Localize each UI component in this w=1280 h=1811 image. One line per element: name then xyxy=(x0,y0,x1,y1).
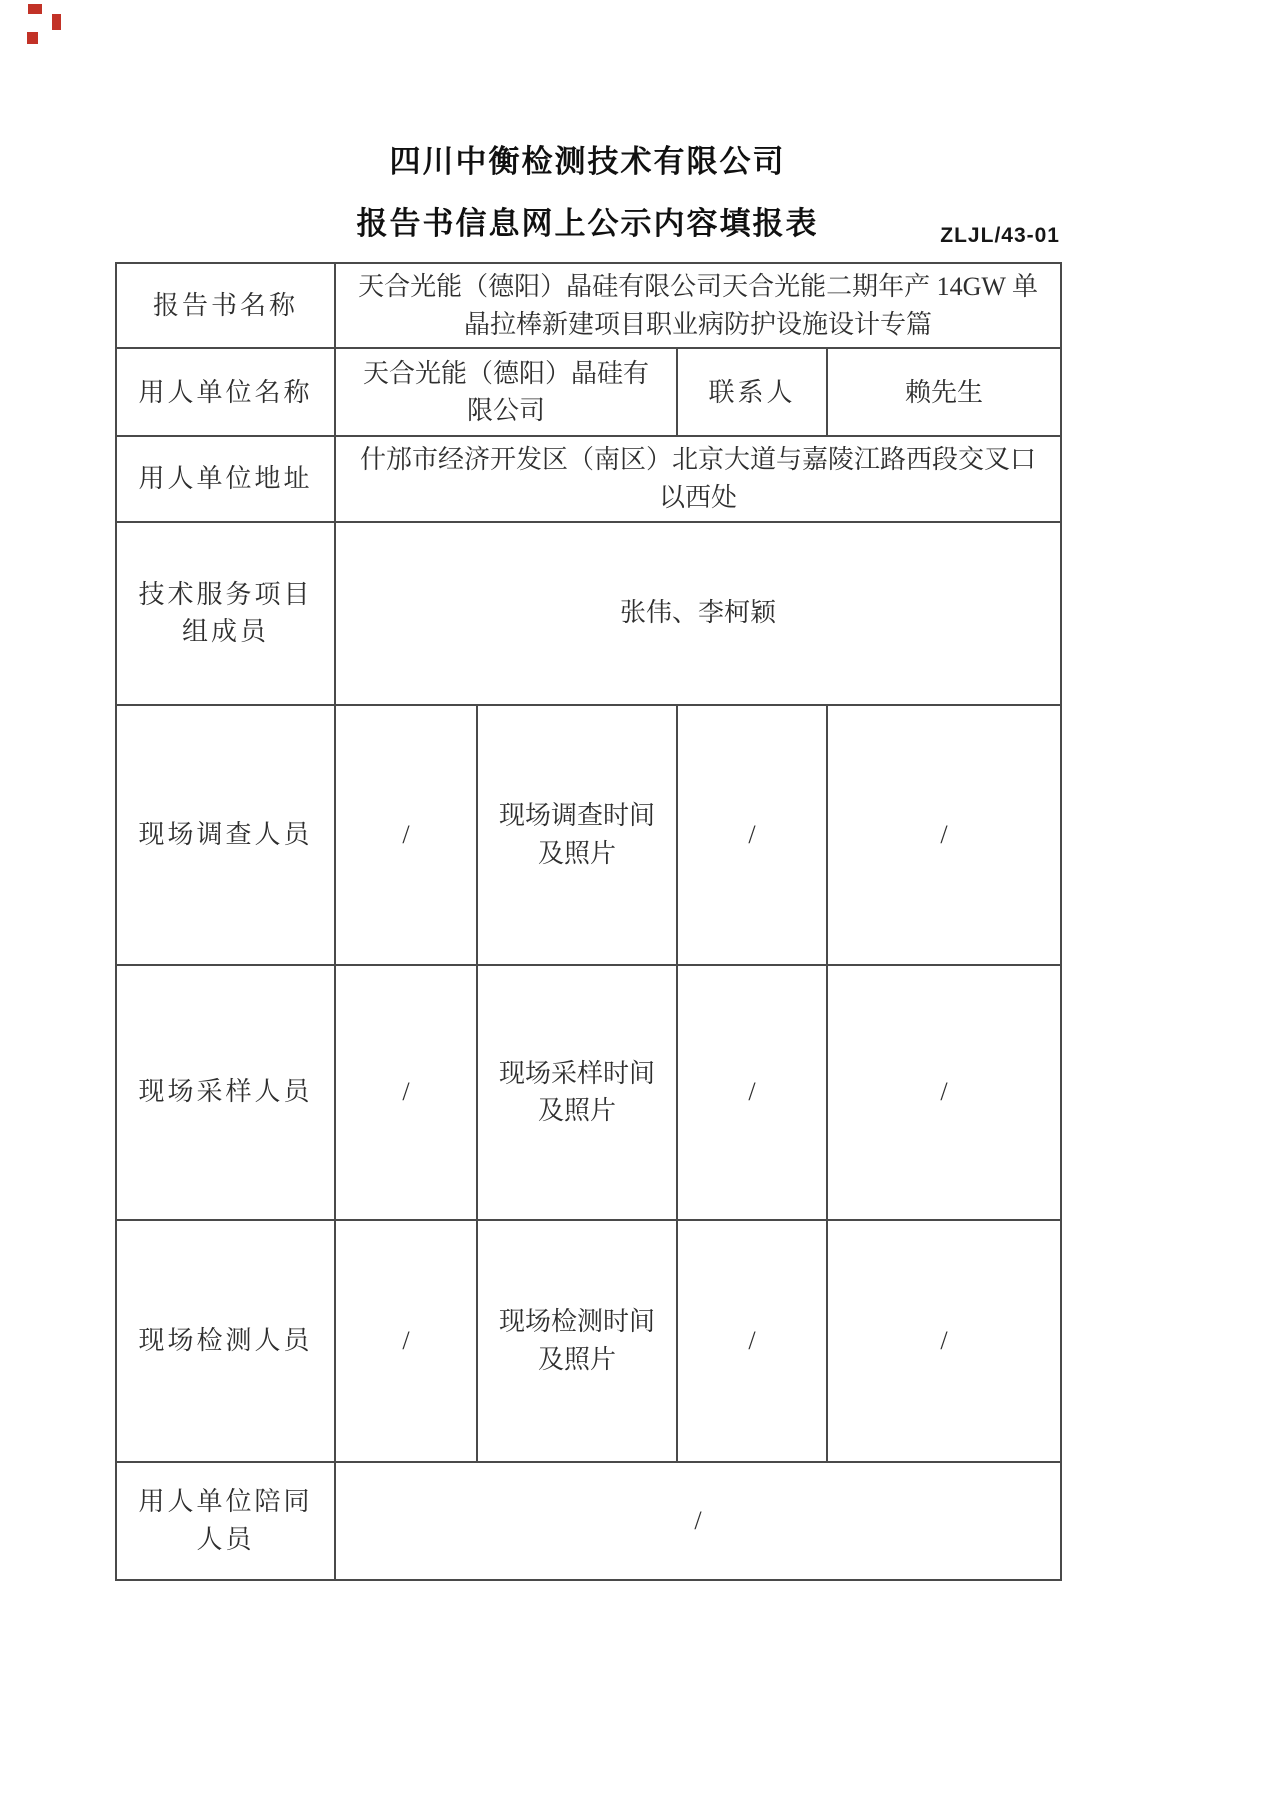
accompanying-value: / xyxy=(335,1462,1061,1580)
testing-personnel-label: 现场检测人员 xyxy=(116,1220,335,1462)
contact-label: 联系人 xyxy=(677,348,827,436)
employer-address-value: 什邡市经济开发区（南区）北京大道与嘉陵江路西段交叉口以西处 xyxy=(335,436,1061,521)
company-title: 四川中衡检测技术有限公司 xyxy=(389,144,786,179)
employer-name-value: 天合光能（德阳）晶硅有限公司 xyxy=(335,348,677,436)
survey-photo-value: / xyxy=(827,705,1061,965)
sampling-photo-value: / xyxy=(827,965,1061,1220)
report-info-table xyxy=(115,262,1062,1581)
table-row xyxy=(116,348,1061,436)
survey-time-value: / xyxy=(677,705,827,965)
testing-time-value: / xyxy=(677,1220,827,1462)
survey-personnel-value: / xyxy=(335,705,477,965)
sampling-time-label: 现场采样时间及照片 xyxy=(477,965,677,1220)
team-members-label: 技术服务项目组成员 xyxy=(116,522,335,705)
contact-value: 赖先生 xyxy=(827,348,1061,436)
table-row xyxy=(116,965,1061,1220)
testing-photo-value: / xyxy=(827,1220,1061,1462)
sampling-personnel-label: 现场采样人员 xyxy=(116,965,335,1220)
table-row xyxy=(116,1220,1061,1462)
form-code: ZLJL/43-01 xyxy=(940,224,1060,247)
survey-time-label: 现场调查时间及照片 xyxy=(477,705,677,965)
table-row xyxy=(116,522,1061,705)
scan-artifact-mark xyxy=(28,4,42,14)
sampling-time-value: / xyxy=(677,965,827,1220)
table-row xyxy=(116,436,1061,521)
table-row xyxy=(116,263,1061,348)
report-name-value: 天合光能（德阳）晶硅有限公司天合光能二期年产 14GW 单晶拉棒新建项目职业病防护设施设计专篇 xyxy=(335,263,1061,348)
employer-address-label: 用人单位地址 xyxy=(116,436,335,521)
form-title: 报告书信息网上公示内容填报表 xyxy=(356,206,819,241)
accompanying-label: 用人单位陪同人员 xyxy=(116,1462,335,1580)
sampling-personnel-value: / xyxy=(335,965,477,1220)
table-row xyxy=(116,1462,1061,1580)
scan-artifact-mark xyxy=(27,32,38,44)
employer-name-label: 用人单位名称 xyxy=(116,348,335,436)
scan-artifact-mark xyxy=(52,14,61,30)
team-members-value: 张伟、李柯颖 xyxy=(335,522,1061,705)
testing-time-label: 现场检测时间及照片 xyxy=(477,1220,677,1462)
table-row xyxy=(116,705,1061,965)
survey-personnel-label: 现场调查人员 xyxy=(116,705,335,965)
report-name-label: 报告书名称 xyxy=(116,263,335,348)
testing-personnel-value: / xyxy=(335,1220,477,1462)
